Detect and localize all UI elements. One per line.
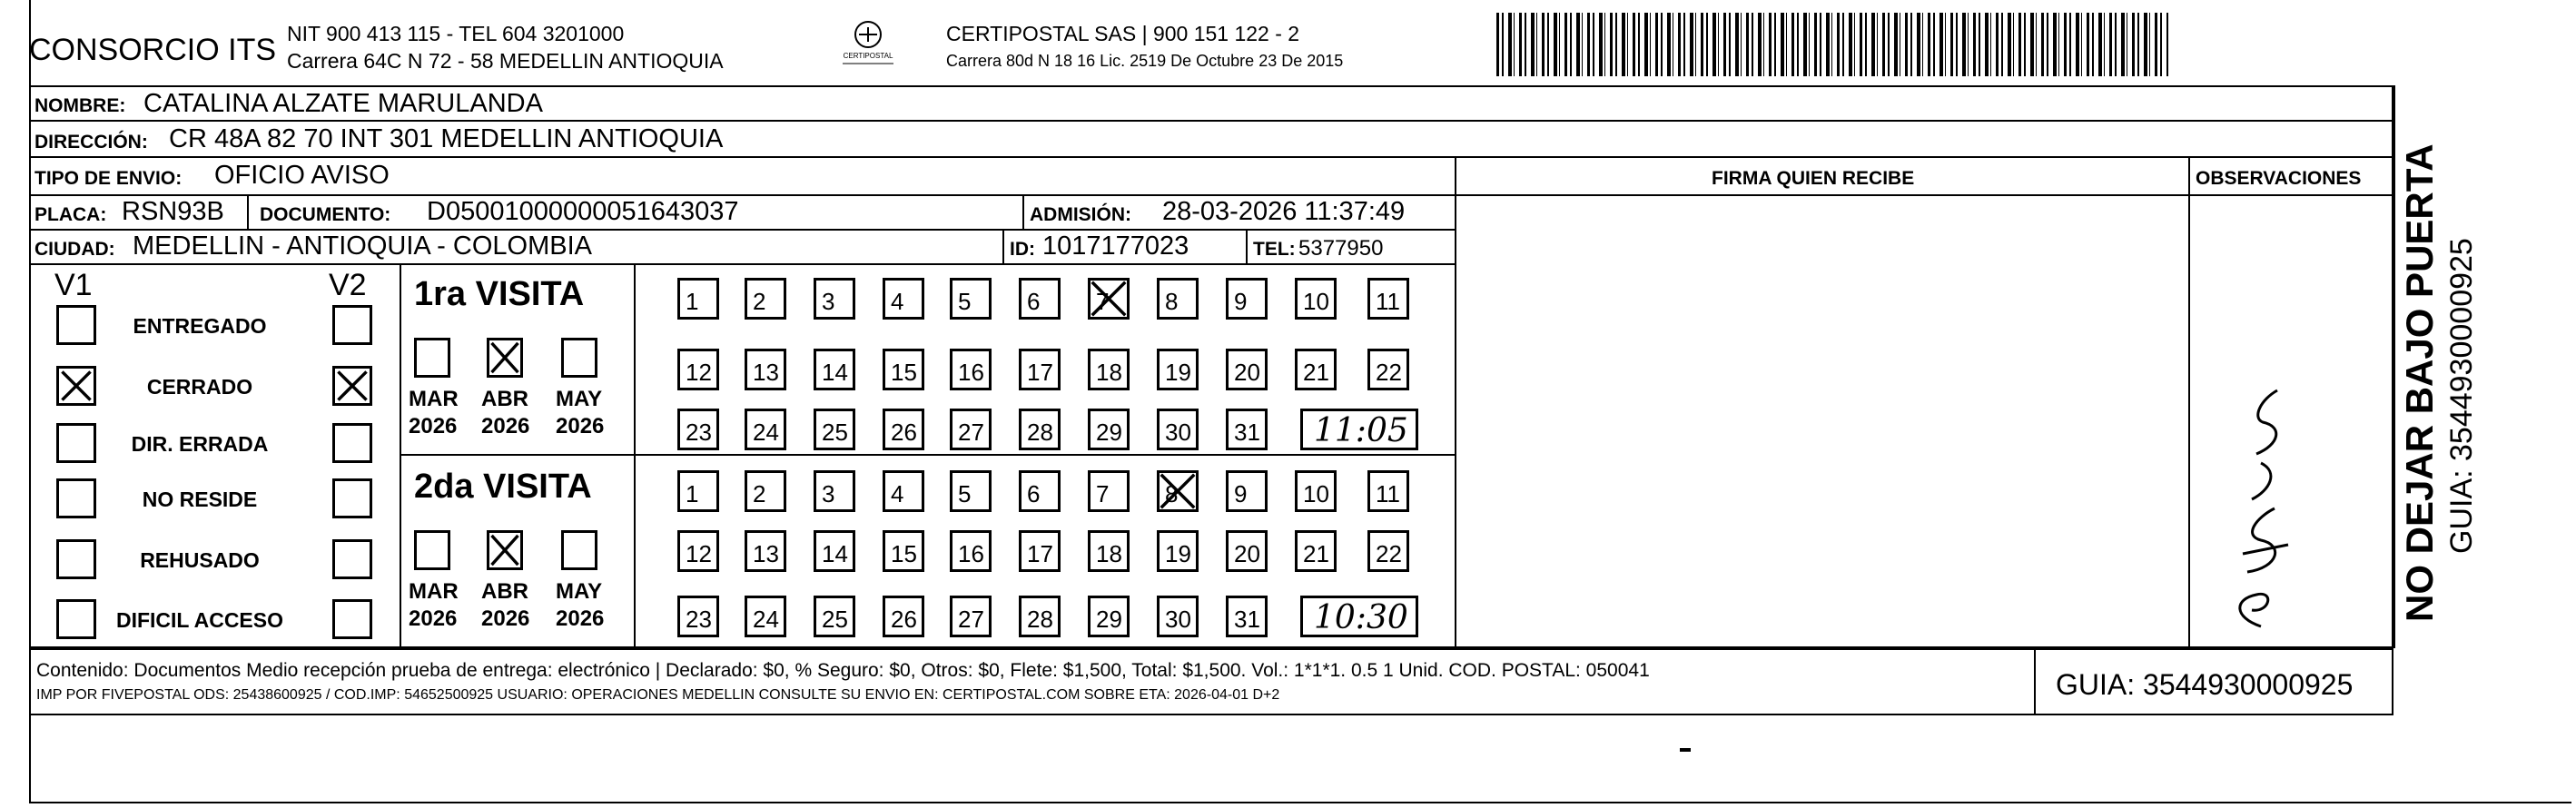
day-checkbox[interactable] — [1157, 470, 1199, 512]
day-checkbox[interactable] — [950, 470, 992, 512]
x-mark-icon — [1091, 281, 1127, 317]
day-checkbox[interactable] — [1226, 349, 1268, 390]
day-checkbox[interactable] — [1226, 596, 1268, 637]
nombre-label: NOMBRE: — [35, 95, 126, 116]
ciudad-label: CIUDAD: — [35, 239, 115, 260]
day-number: 24 — [753, 606, 779, 633]
day-checkbox[interactable] — [745, 278, 786, 320]
day-checkbox[interactable] — [745, 596, 786, 637]
day-number: 31 — [1234, 606, 1260, 633]
day-number: 31 — [1234, 419, 1260, 446]
day-checkbox[interactable] — [1157, 530, 1199, 572]
day-number: 27 — [958, 606, 984, 633]
day-checkbox[interactable] — [1088, 349, 1130, 390]
month-label: ABR — [481, 387, 528, 411]
status-label: NO RESIDE — [142, 488, 258, 511]
day-number: 25 — [822, 419, 848, 446]
day-checkbox[interactable] — [814, 409, 855, 450]
day-checkbox[interactable] — [1088, 530, 1130, 572]
company-name: CONSORCIO ITS — [29, 33, 277, 67]
day-checkbox[interactable] — [814, 530, 855, 572]
placa-label: PLACA: — [35, 204, 107, 225]
nombre-value: CATALINA ALZATE MARULANDA — [143, 89, 543, 118]
day-number: 30 — [1165, 606, 1191, 633]
day-checkbox[interactable] — [1295, 278, 1337, 320]
footer-imp: IMP POR FIVEPOSTAL ODS: 25438600925 / COD.IMP: 54652500925 USUARIO: OPERACIONES MEDELLIN CONSULTE SU ENVIO EN: CERTIPOSTAL.COM SOBRE ETA: 2026-04-01 D+2 — [36, 687, 1280, 703]
day-checkbox[interactable] — [814, 470, 855, 512]
id-label: ID: — [1010, 239, 1035, 260]
day-number: 1 — [686, 480, 699, 507]
v1-label: V1 — [54, 268, 93, 302]
day-checkbox[interactable] — [1367, 278, 1409, 320]
x-mark-icon — [489, 533, 520, 567]
no-dejar-bajo-puerta: NO DEJAR BAJO PUERTA — [2398, 143, 2441, 622]
v2-label: V2 — [329, 268, 367, 302]
day-number: 3 — [822, 480, 835, 507]
x-mark-icon — [489, 340, 520, 375]
handwritten-time: 11:05 — [1314, 412, 1408, 449]
month-label: MAR — [409, 387, 459, 411]
month-checkbox[interactable] — [487, 530, 523, 570]
day-number: 13 — [753, 359, 779, 386]
day-number: 29 — [1096, 419, 1122, 446]
day-number: 5 — [958, 480, 972, 507]
day-number: 28 — [1027, 419, 1053, 446]
month-label: ABR — [481, 579, 528, 604]
month-label: MAR — [409, 579, 459, 604]
day-checkbox[interactable] — [1367, 530, 1409, 572]
year-label: 2026 — [481, 606, 530, 631]
day-number: 30 — [1165, 419, 1191, 446]
day-number: 3 — [822, 288, 835, 315]
day-number: 28 — [1027, 606, 1053, 633]
day-checkbox[interactable] — [745, 470, 786, 512]
day-checkbox[interactable] — [1157, 278, 1199, 320]
year-label: 2026 — [556, 414, 605, 438]
month-label: MAY — [556, 579, 603, 604]
day-number: 10 — [1303, 480, 1329, 507]
day-checkbox[interactable] — [677, 470, 719, 512]
month-checkbox[interactable] — [561, 530, 597, 570]
footer-contenido: Contenido: Documentos Medio recepción prueba de entrega: electrónico | Declarado: $0, % Seguro: $0, Otros: $0, Flete: $1,500, Total: $1,500. Vol.: 1*1*1. 0.5 1 Unid. COD. POSTAL: 050041 — [36, 660, 1650, 681]
day-checkbox[interactable] — [1226, 409, 1268, 450]
day-checkbox[interactable] — [1088, 596, 1130, 637]
day-number: 29 — [1096, 606, 1122, 633]
day-checkbox[interactable] — [745, 530, 786, 572]
month-checkbox[interactable] — [414, 338, 450, 378]
admision-value: 28-03-2026 11:37:49 — [1162, 197, 1406, 226]
day-number: 6 — [1027, 288, 1041, 315]
day-checkbox[interactable] — [883, 470, 924, 512]
day-checkbox[interactable] — [814, 596, 855, 637]
day-checkbox[interactable] — [677, 278, 719, 320]
signature — [2206, 372, 2306, 636]
visit-title: 2da VISITA — [414, 468, 592, 506]
day-checkbox[interactable] — [950, 409, 992, 450]
day-checkbox[interactable] — [883, 530, 924, 572]
day-checkbox[interactable] — [1157, 349, 1199, 390]
footer-guia: GUIA: 3544930000925 — [2056, 668, 2354, 701]
day-checkbox[interactable] — [1295, 530, 1337, 572]
day-checkbox[interactable] — [1295, 470, 1337, 512]
day-number: 18 — [1096, 540, 1122, 567]
certipostal-logo-icon — [834, 20, 903, 67]
day-checkbox[interactable] — [1088, 278, 1130, 320]
day-checkbox[interactable] — [814, 349, 855, 390]
documento-value: D05001000000051643037 — [427, 197, 739, 226]
day-number: 23 — [686, 419, 712, 446]
day-number: 4 — [891, 288, 904, 315]
day-number: 21 — [1303, 540, 1329, 567]
stray-mark — [1680, 748, 1691, 752]
day-checkbox[interactable] — [814, 278, 855, 320]
tipo-envio-label: TIPO DE ENVIO: — [35, 168, 183, 189]
direccion-label: DIRECCIÓN: — [35, 132, 148, 153]
day-checkbox[interactable] — [745, 349, 786, 390]
firma-header: FIRMA QUIEN RECIBE — [1712, 168, 1915, 189]
day-number: 17 — [1027, 540, 1053, 567]
placa-value: RSN93B — [122, 197, 224, 226]
visit-title: 1ra VISITA — [414, 275, 585, 313]
day-checkbox[interactable] — [1088, 409, 1130, 450]
day-number: 27 — [958, 419, 984, 446]
documento-label: DOCUMENTO: — [260, 204, 391, 225]
day-number: 13 — [753, 540, 779, 567]
ciudad-value: MEDELLIN - ANTIOQUIA - COLOMBIA — [133, 232, 592, 261]
tipo-envio-value: OFICIO AVISO — [214, 161, 390, 190]
year-label: 2026 — [481, 414, 530, 438]
month-checkbox[interactable] — [561, 338, 597, 378]
day-number: 26 — [891, 419, 917, 446]
day-number: 14 — [822, 359, 848, 386]
day-number: 2 — [753, 480, 766, 507]
day-number: 19 — [1165, 540, 1191, 567]
day-number: 17 — [1027, 359, 1053, 386]
day-number: 4 — [891, 480, 904, 507]
day-number: 11 — [1376, 288, 1400, 315]
day-number: 2 — [753, 288, 766, 315]
day-checkbox[interactable] — [1019, 530, 1061, 572]
day-number: 8 — [1165, 288, 1179, 315]
year-label: 2026 — [409, 414, 458, 438]
day-checkbox[interactable] — [1019, 409, 1061, 450]
day-checkbox[interactable] — [677, 530, 719, 572]
day-number: 7 — [1096, 288, 1110, 315]
day-number: 12 — [686, 540, 712, 567]
day-checkbox[interactable] — [950, 530, 992, 572]
status-label: CERRADO — [146, 375, 253, 399]
day-checkbox[interactable] — [677, 349, 719, 390]
day-number: 7 — [1096, 480, 1110, 507]
day-number: 20 — [1234, 540, 1260, 567]
year-label: 2026 — [556, 606, 605, 631]
day-checkbox[interactable] — [950, 596, 992, 637]
status-label: DIR. ERRADA — [131, 432, 269, 456]
time-box[interactable] — [1300, 409, 1418, 450]
day-checkbox[interactable] — [883, 409, 924, 450]
company-address: Carrera 64C N 72 - 58 MEDELLIN ANTIOQUIA — [287, 49, 724, 73]
day-number: 1 — [686, 288, 699, 315]
day-checkbox[interactable] — [1157, 409, 1199, 450]
day-checkbox[interactable] — [1367, 349, 1409, 390]
day-number: 22 — [1376, 359, 1402, 386]
status-label: ENTREGADO — [133, 314, 267, 338]
year-label: 2026 — [409, 606, 458, 631]
status-label: DIFICIL ACCESO — [115, 608, 283, 632]
day-checkbox[interactable] — [1157, 596, 1199, 637]
day-number: 20 — [1234, 359, 1260, 386]
day-checkbox[interactable] — [1226, 470, 1268, 512]
month-label: MAY — [556, 387, 603, 411]
day-number: 11 — [1376, 480, 1400, 507]
day-number: 6 — [1027, 480, 1041, 507]
footer-box — [29, 648, 2393, 715]
day-number: 19 — [1165, 359, 1191, 386]
day-number: 24 — [753, 419, 779, 446]
svg-text:CERTIPOSTAL: CERTIPOSTAL — [843, 52, 893, 60]
day-number: 22 — [1376, 540, 1402, 567]
day-number: 10 — [1303, 288, 1329, 315]
day-checkbox[interactable] — [883, 349, 924, 390]
side-guia: GUIA: 3544930000925 — [2444, 238, 2479, 554]
time-box[interactable] — [1300, 596, 1418, 637]
company-nit-tel: NIT 900 413 115 - TEL 604 3201000 — [287, 22, 625, 45]
tel-value: 5377950 — [1298, 236, 1384, 261]
day-checkbox[interactable] — [677, 596, 719, 637]
carrier-license: Carrera 80d N 18 16 Lic. 2519 De Octubre 23 De 2015 — [946, 52, 1344, 70]
barcode — [1496, 13, 2168, 76]
day-checkbox[interactable] — [1019, 470, 1061, 512]
id-value: 1017177023 — [1042, 232, 1189, 261]
day-number: 14 — [822, 540, 848, 567]
tel-label: TEL: — [1253, 239, 1296, 260]
direccion-value: CR 48A 82 70 INT 301 MEDELLIN ANTIOQUIA — [169, 124, 724, 153]
day-number: 9 — [1234, 480, 1248, 507]
day-checkbox[interactable] — [1295, 349, 1337, 390]
day-checkbox[interactable] — [950, 278, 992, 320]
day-number: 5 — [958, 288, 972, 315]
day-checkbox[interactable] — [1019, 349, 1061, 390]
day-number: 15 — [891, 359, 917, 386]
day-number: 12 — [686, 359, 712, 386]
day-number: 16 — [958, 359, 984, 386]
day-checkbox[interactable] — [1019, 278, 1061, 320]
day-checkbox[interactable] — [1226, 278, 1268, 320]
day-number: 9 — [1234, 288, 1248, 315]
day-checkbox[interactable] — [883, 596, 924, 637]
day-number: 23 — [686, 606, 712, 633]
day-number: 21 — [1303, 359, 1329, 386]
day-checkbox[interactable] — [1367, 470, 1409, 512]
x-mark-icon — [1160, 473, 1196, 509]
day-checkbox[interactable] — [745, 409, 786, 450]
day-number: 26 — [891, 606, 917, 633]
day-number: 15 — [891, 540, 917, 567]
day-checkbox[interactable] — [1088, 470, 1130, 512]
handwritten-time: 10:30 — [1314, 599, 1408, 636]
day-number: 25 — [822, 606, 848, 633]
admision-label: ADMISIÓN: — [1030, 204, 1131, 225]
observaciones-header: OBSERVACIONES — [2196, 168, 2362, 189]
day-checkbox[interactable] — [883, 278, 924, 320]
status-label: REHUSADO — [140, 548, 260, 572]
month-checkbox[interactable] — [487, 338, 523, 378]
day-checkbox[interactable] — [677, 409, 719, 450]
carrier-name: CERTIPOSTAL SAS | 900 151 122 - 2 — [946, 22, 1300, 45]
day-number: 8 — [1165, 480, 1179, 507]
day-number: 16 — [958, 540, 984, 567]
day-number: 18 — [1096, 359, 1122, 386]
day-checkbox[interactable] — [950, 349, 992, 390]
day-checkbox[interactable] — [1226, 530, 1268, 572]
month-checkbox[interactable] — [414, 530, 450, 570]
day-checkbox[interactable] — [1019, 596, 1061, 637]
